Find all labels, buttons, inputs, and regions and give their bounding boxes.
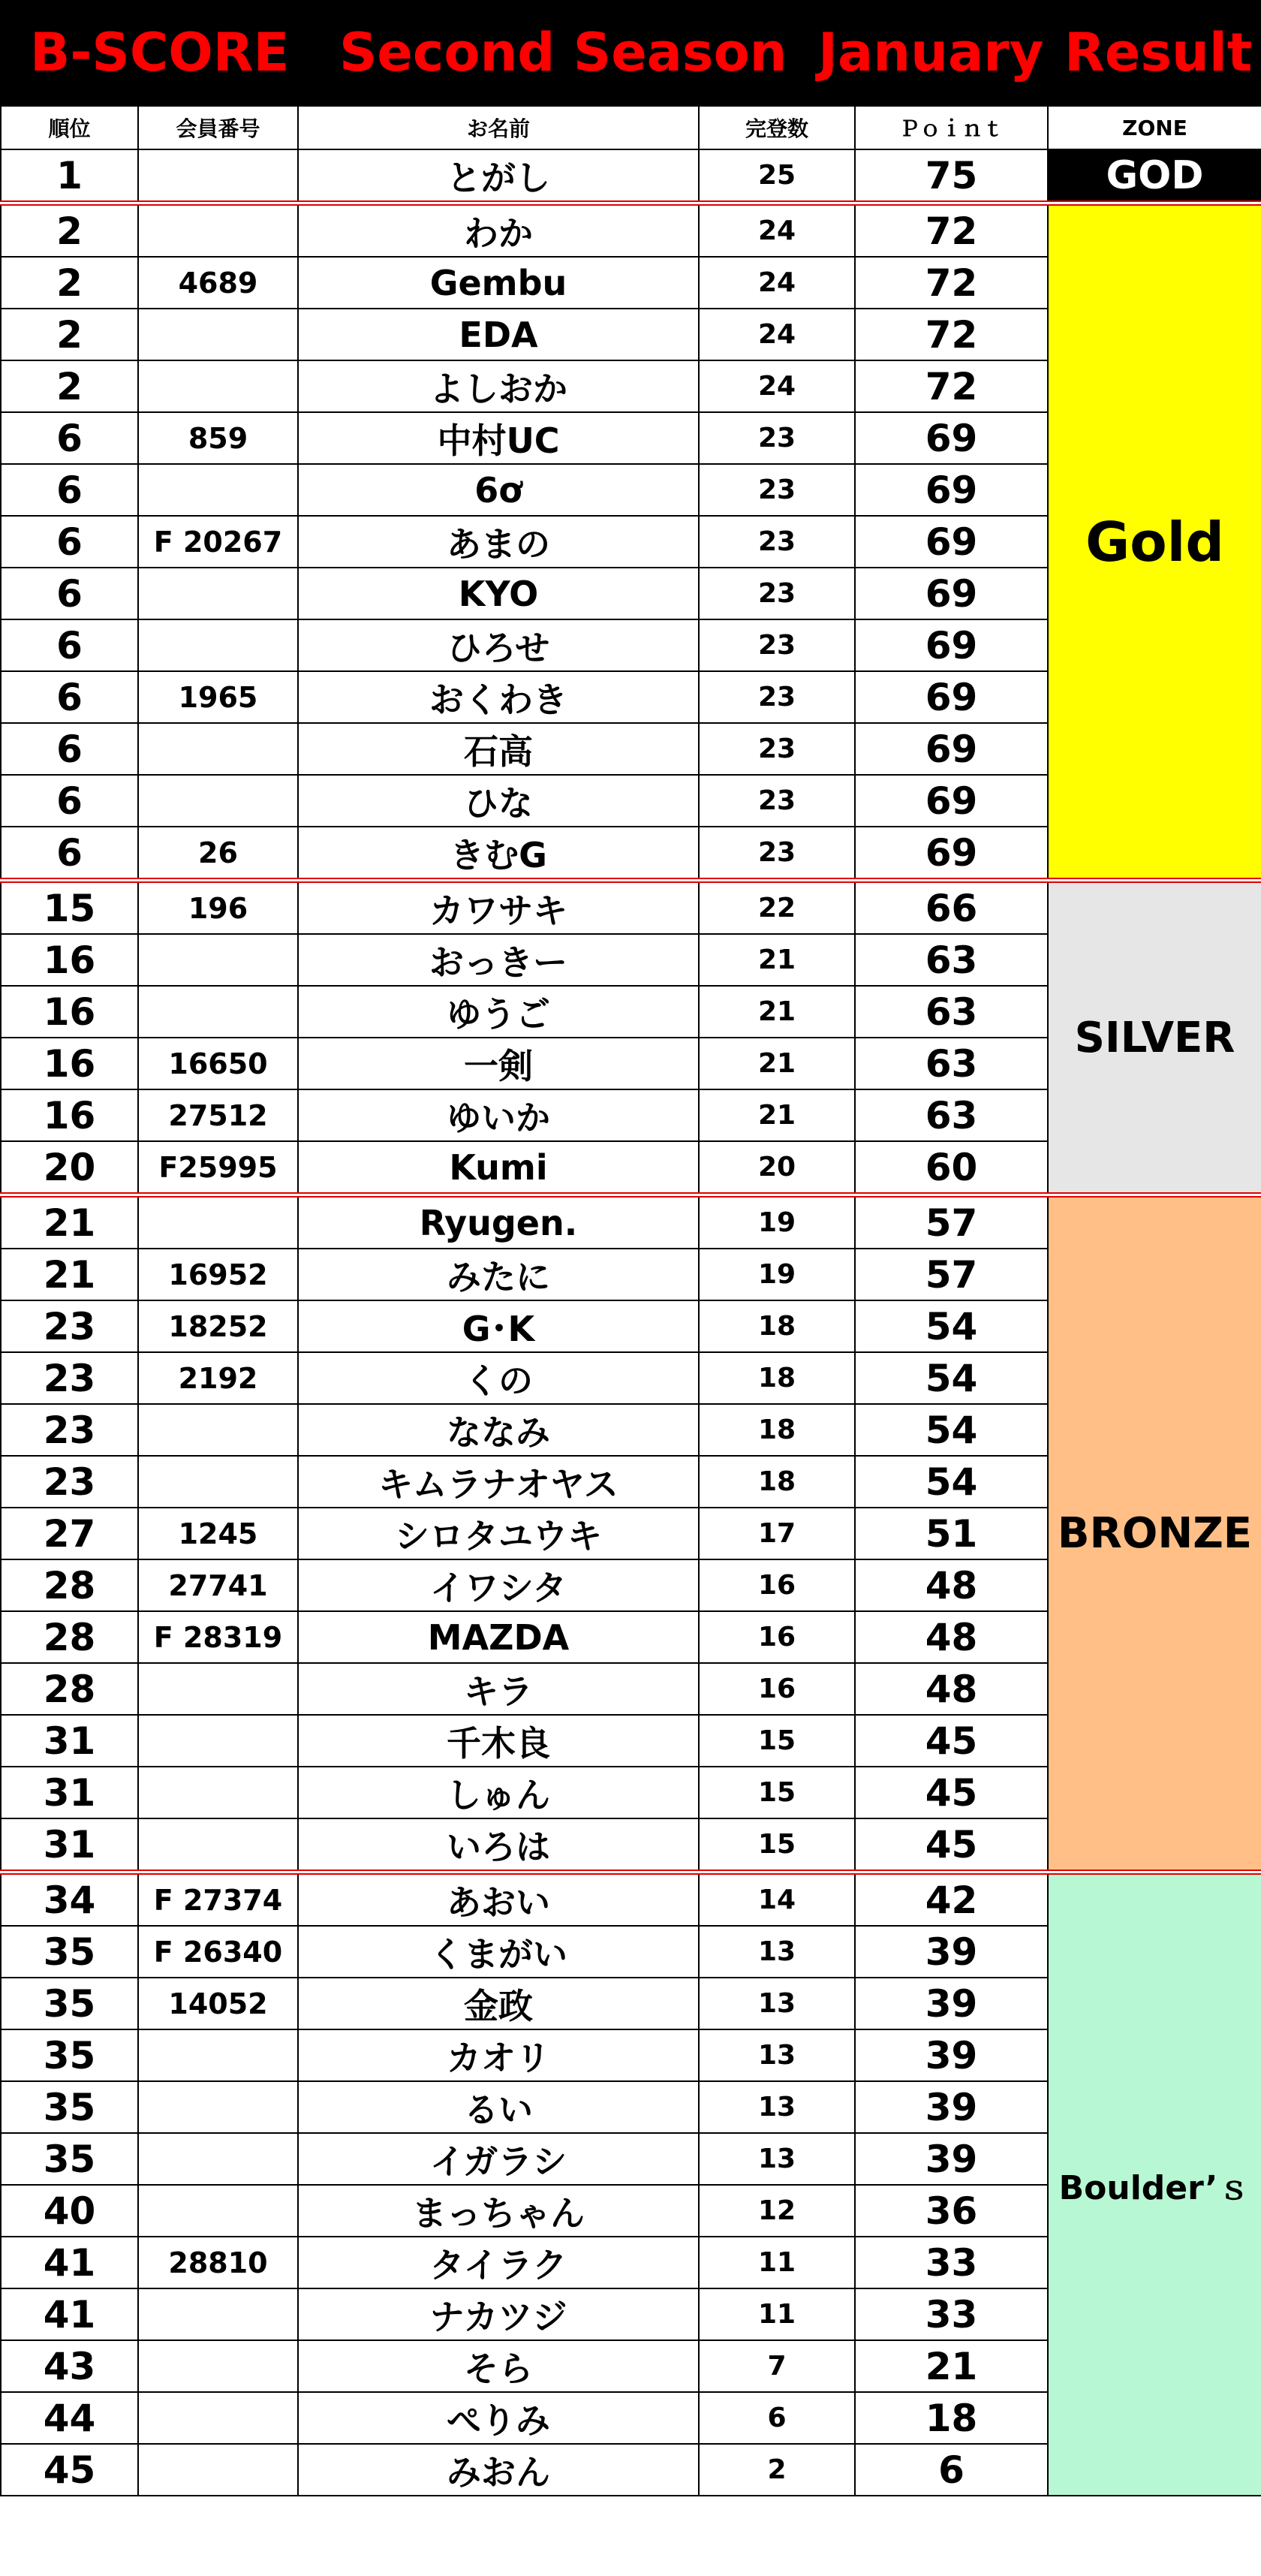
- member-number-cell: F 28319: [138, 1611, 298, 1663]
- points-cell: 45: [855, 1715, 1048, 1767]
- rank-cell: 34: [1, 1872, 138, 1927]
- rank-cell: 44: [1, 2392, 138, 2444]
- completed-cell: 14: [699, 1872, 855, 1927]
- points-cell: 69: [855, 412, 1048, 464]
- points-cell: 48: [855, 1611, 1048, 1663]
- points-cell: 72: [855, 257, 1048, 309]
- name-cell: そら: [298, 2340, 699, 2392]
- rank-cell: 35: [1, 1926, 138, 1978]
- name-cell: おくわき: [298, 671, 699, 723]
- rank-cell: 31: [1, 1767, 138, 1818]
- completed-cell: 21: [699, 1089, 855, 1141]
- name-cell: 一剣: [298, 1038, 699, 1089]
- completed-cell: 23: [699, 516, 855, 568]
- points-cell: 75: [855, 149, 1048, 203]
- member-number-cell: 28810: [138, 2237, 298, 2288]
- rank-cell: 16: [1, 1089, 138, 1141]
- title-brand: B-SCORE: [30, 22, 290, 83]
- name-cell: くまがい: [298, 1926, 699, 1978]
- member-number-cell: [138, 1767, 298, 1818]
- points-cell: 42: [855, 1872, 1048, 1927]
- zone-label-gold: Gold: [1048, 203, 1261, 881]
- name-cell: ナカツジ: [298, 2288, 699, 2340]
- header-points: Ｐｏｉｎｔ: [855, 106, 1048, 149]
- completed-cell: 23: [699, 775, 855, 827]
- name-cell: タイラク: [298, 2237, 699, 2288]
- points-cell: 54: [855, 1352, 1048, 1404]
- rank-cell: 6: [1, 464, 138, 516]
- points-cell: 69: [855, 775, 1048, 827]
- rank-cell: 6: [1, 516, 138, 568]
- rank-cell: 16: [1, 986, 138, 1038]
- completed-cell: 15: [699, 1818, 855, 1872]
- completed-cell: 17: [699, 1508, 855, 1559]
- name-cell: Gembu: [298, 257, 699, 309]
- completed-cell: 18: [699, 1456, 855, 1508]
- rank-cell: 2: [1, 203, 138, 258]
- member-number-cell: [138, 2029, 298, 2081]
- member-number-cell: [138, 2185, 298, 2237]
- member-number-cell: [138, 149, 298, 203]
- name-cell: いろは: [298, 1818, 699, 1872]
- points-cell: 51: [855, 1508, 1048, 1559]
- completed-cell: 13: [699, 2133, 855, 2185]
- name-cell: カワサキ: [298, 881, 699, 935]
- name-cell: くの: [298, 1352, 699, 1404]
- member-number-cell: [138, 986, 298, 1038]
- rank-cell: 23: [1, 1352, 138, 1404]
- points-cell: 60: [855, 1141, 1048, 1195]
- member-number-cell: [138, 2288, 298, 2340]
- member-number-cell: [138, 1663, 298, 1715]
- member-number-cell: [138, 1404, 298, 1456]
- completed-cell: 24: [699, 203, 855, 258]
- points-cell: 69: [855, 619, 1048, 671]
- name-cell: キムラナオヤス: [298, 1456, 699, 1508]
- header-rank: 順位: [1, 106, 138, 149]
- name-cell: 石高: [298, 723, 699, 775]
- name-cell: 千木良: [298, 1715, 699, 1767]
- rank-cell: 35: [1, 2133, 138, 2185]
- points-cell: 39: [855, 1978, 1048, 2029]
- rank-cell: 6: [1, 619, 138, 671]
- name-cell: まっちゃん: [298, 2185, 699, 2237]
- completed-cell: 20: [699, 1141, 855, 1195]
- points-cell: 69: [855, 723, 1048, 775]
- table-row: [1, 1872, 1261, 1927]
- completed-cell: 21: [699, 986, 855, 1038]
- name-cell: しゅん: [298, 1767, 699, 1818]
- points-cell: 63: [855, 934, 1048, 986]
- completed-cell: 23: [699, 619, 855, 671]
- points-cell: 48: [855, 1663, 1048, 1715]
- name-cell: わか: [298, 203, 699, 258]
- name-cell: よしおか: [298, 360, 699, 412]
- member-number-cell: [138, 203, 298, 258]
- member-number-cell: [138, 2392, 298, 2444]
- name-cell: イワシタ: [298, 1559, 699, 1611]
- points-cell: 57: [855, 1249, 1048, 1300]
- rank-cell: 31: [1, 1715, 138, 1767]
- rank-cell: 28: [1, 1559, 138, 1611]
- table-row: [1, 203, 1261, 258]
- completed-cell: 16: [699, 1611, 855, 1663]
- rank-cell: 6: [1, 412, 138, 464]
- rank-cell: 41: [1, 2237, 138, 2288]
- rank-cell: 6: [1, 827, 138, 881]
- member-number-cell: 16952: [138, 1249, 298, 1300]
- completed-cell: 23: [699, 827, 855, 881]
- name-cell: キラ: [298, 1663, 699, 1715]
- member-number-cell: 26: [138, 827, 298, 881]
- title-season: Second Season: [339, 22, 787, 83]
- name-cell: あおい: [298, 1872, 699, 1927]
- completed-cell: 24: [699, 360, 855, 412]
- rank-cell: 31: [1, 1818, 138, 1872]
- zone-label-boulder: Boulder’ｓ: [1048, 1872, 1261, 2496]
- rank-cell: 23: [1, 1404, 138, 1456]
- header-completed: 完登数: [699, 106, 855, 149]
- member-number-cell: [138, 568, 298, 619]
- rank-cell: 2: [1, 360, 138, 412]
- completed-cell: 13: [699, 2029, 855, 2081]
- completed-cell: 21: [699, 934, 855, 986]
- completed-cell: 2: [699, 2444, 855, 2496]
- completed-cell: 18: [699, 1300, 855, 1352]
- member-number-cell: [138, 1818, 298, 1872]
- name-cell: みおん: [298, 2444, 699, 2496]
- header-name: お名前: [298, 106, 699, 149]
- points-cell: 69: [855, 568, 1048, 619]
- rank-cell: 35: [1, 1978, 138, 2029]
- rank-cell: 16: [1, 1038, 138, 1089]
- member-number-cell: [138, 2340, 298, 2392]
- member-number-cell: [138, 1195, 298, 1249]
- member-number-cell: 16650: [138, 1038, 298, 1089]
- zone-label-silver: SILVER: [1048, 881, 1261, 1195]
- points-cell: 54: [855, 1404, 1048, 1456]
- rank-cell: 28: [1, 1663, 138, 1715]
- ranking-table: [0, 105, 1261, 2496]
- member-number-cell: 1965: [138, 671, 298, 723]
- table-row: [1, 1195, 1261, 1249]
- member-number-cell: F 26340: [138, 1926, 298, 1978]
- completed-cell: 23: [699, 464, 855, 516]
- points-cell: 39: [855, 2029, 1048, 2081]
- member-number-cell: 2192: [138, 1352, 298, 1404]
- points-cell: 63: [855, 1038, 1048, 1089]
- rank-cell: 40: [1, 2185, 138, 2237]
- name-cell: G･K: [298, 1300, 699, 1352]
- points-cell: 69: [855, 516, 1048, 568]
- points-cell: 33: [855, 2237, 1048, 2288]
- points-cell: 48: [855, 1559, 1048, 1611]
- points-cell: 63: [855, 1089, 1048, 1141]
- completed-cell: 12: [699, 2185, 855, 2237]
- completed-cell: 24: [699, 257, 855, 309]
- name-cell: みたに: [298, 1249, 699, 1300]
- name-cell: Ryugen.: [298, 1195, 699, 1249]
- points-cell: 18: [855, 2392, 1048, 2444]
- points-cell: 21: [855, 2340, 1048, 2392]
- points-cell: 39: [855, 2081, 1048, 2133]
- name-cell: るい: [298, 2081, 699, 2133]
- completed-cell: 23: [699, 568, 855, 619]
- completed-cell: 18: [699, 1404, 855, 1456]
- completed-cell: 13: [699, 1926, 855, 1978]
- points-cell: 72: [855, 309, 1048, 360]
- completed-cell: 19: [699, 1195, 855, 1249]
- points-cell: 6: [855, 2444, 1048, 2496]
- completed-cell: 21: [699, 1038, 855, 1089]
- header-row: [1, 106, 1261, 149]
- completed-cell: 11: [699, 2237, 855, 2288]
- name-cell: ななみ: [298, 1404, 699, 1456]
- completed-cell: 16: [699, 1559, 855, 1611]
- name-cell: Kumi: [298, 1141, 699, 1195]
- member-number-cell: 1245: [138, 1508, 298, 1559]
- member-number-cell: [138, 775, 298, 827]
- rank-cell: 28: [1, 1611, 138, 1663]
- member-number-cell: [138, 619, 298, 671]
- member-number-cell: [138, 309, 298, 360]
- completed-cell: 24: [699, 309, 855, 360]
- member-number-cell: [138, 360, 298, 412]
- points-cell: 72: [855, 360, 1048, 412]
- ranking-body: [1, 149, 1261, 2496]
- rank-cell: 43: [1, 2340, 138, 2392]
- points-cell: 66: [855, 881, 1048, 935]
- points-cell: 69: [855, 827, 1048, 881]
- points-cell: 45: [855, 1818, 1048, 1872]
- completed-cell: 6: [699, 2392, 855, 2444]
- zone-label-bronze: BRONZE: [1048, 1195, 1261, 1872]
- member-number-cell: 18252: [138, 1300, 298, 1352]
- member-number-cell: 196: [138, 881, 298, 935]
- rank-cell: 6: [1, 775, 138, 827]
- name-cell: ぺりみ: [298, 2392, 699, 2444]
- rank-cell: 16: [1, 934, 138, 986]
- rank-cell: 35: [1, 2081, 138, 2133]
- points-cell: 57: [855, 1195, 1048, 1249]
- rank-cell: 20: [1, 1141, 138, 1195]
- name-cell: ゆうご: [298, 986, 699, 1038]
- member-number-cell: 859: [138, 412, 298, 464]
- member-number-cell: [138, 723, 298, 775]
- name-cell: ひろせ: [298, 619, 699, 671]
- name-cell: ゆいか: [298, 1089, 699, 1141]
- points-cell: 39: [855, 2133, 1048, 2185]
- name-cell: 中村UC: [298, 412, 699, 464]
- name-cell: きむG: [298, 827, 699, 881]
- completed-cell: 19: [699, 1249, 855, 1300]
- name-cell: EDA: [298, 309, 699, 360]
- completed-cell: 23: [699, 671, 855, 723]
- title-bar: [0, 0, 1261, 105]
- member-number-cell: 27512: [138, 1089, 298, 1141]
- name-cell: おっきー: [298, 934, 699, 986]
- completed-cell: 15: [699, 1715, 855, 1767]
- completed-cell: 15: [699, 1767, 855, 1818]
- header-zone: ZONE: [1048, 106, 1261, 149]
- points-cell: 36: [855, 2185, 1048, 2237]
- member-number-cell: [138, 2081, 298, 2133]
- points-cell: 72: [855, 203, 1048, 258]
- name-cell: 金政: [298, 1978, 699, 2029]
- member-number-cell: 14052: [138, 1978, 298, 2029]
- rank-cell: 1: [1, 149, 138, 203]
- rank-cell: 15: [1, 881, 138, 935]
- completed-cell: 11: [699, 2288, 855, 2340]
- zone-label-god: GOD: [1048, 149, 1261, 203]
- table-row: [1, 881, 1261, 935]
- completed-cell: 13: [699, 2081, 855, 2133]
- points-cell: 63: [855, 986, 1048, 1038]
- points-cell: 69: [855, 671, 1048, 723]
- rank-cell: 45: [1, 2444, 138, 2496]
- completed-cell: 16: [699, 1663, 855, 1715]
- rank-cell: 6: [1, 723, 138, 775]
- points-cell: 69: [855, 464, 1048, 516]
- rank-cell: 23: [1, 1456, 138, 1508]
- completed-cell: 7: [699, 2340, 855, 2392]
- member-number-cell: [138, 2133, 298, 2185]
- points-cell: 45: [855, 1767, 1048, 1818]
- completed-cell: 13: [699, 1978, 855, 2029]
- header-member-number: 会員番号: [138, 106, 298, 149]
- name-cell: とがし: [298, 149, 699, 203]
- member-number-cell: F25995: [138, 1141, 298, 1195]
- member-number-cell: [138, 934, 298, 986]
- member-number-cell: [138, 1456, 298, 1508]
- name-cell: ひな: [298, 775, 699, 827]
- name-cell: シロタユウキ: [298, 1508, 699, 1559]
- completed-cell: 23: [699, 723, 855, 775]
- name-cell: カオリ: [298, 2029, 699, 2081]
- points-cell: 39: [855, 1926, 1048, 1978]
- rank-cell: 6: [1, 568, 138, 619]
- rank-cell: 2: [1, 309, 138, 360]
- table-row: [1, 149, 1261, 203]
- member-number-cell: [138, 2444, 298, 2496]
- member-number-cell: 27741: [138, 1559, 298, 1611]
- points-cell: 54: [855, 1300, 1048, 1352]
- completed-cell: 22: [699, 881, 855, 935]
- member-number-cell: [138, 464, 298, 516]
- title-result: Result: [1064, 22, 1253, 83]
- rank-cell: 21: [1, 1195, 138, 1249]
- rank-cell: 2: [1, 257, 138, 309]
- rank-cell: 6: [1, 671, 138, 723]
- rank-cell: 21: [1, 1249, 138, 1300]
- member-number-cell: F 27374: [138, 1872, 298, 1927]
- points-cell: 33: [855, 2288, 1048, 2340]
- name-cell: MAZDA: [298, 1611, 699, 1663]
- name-cell: あまの: [298, 516, 699, 568]
- member-number-cell: 4689: [138, 257, 298, 309]
- name-cell: KYO: [298, 568, 699, 619]
- points-cell: 54: [855, 1456, 1048, 1508]
- rank-cell: 27: [1, 1508, 138, 1559]
- member-number-cell: [138, 1715, 298, 1767]
- title-month: January: [818, 22, 1044, 83]
- rank-cell: 41: [1, 2288, 138, 2340]
- completed-cell: 23: [699, 412, 855, 464]
- completed-cell: 25: [699, 149, 855, 203]
- completed-cell: 18: [699, 1352, 855, 1404]
- member-number-cell: F 20267: [138, 516, 298, 568]
- rank-cell: 35: [1, 2029, 138, 2081]
- name-cell: 6ơ: [298, 464, 699, 516]
- name-cell: イガラシ: [298, 2133, 699, 2185]
- rank-cell: 23: [1, 1300, 138, 1352]
